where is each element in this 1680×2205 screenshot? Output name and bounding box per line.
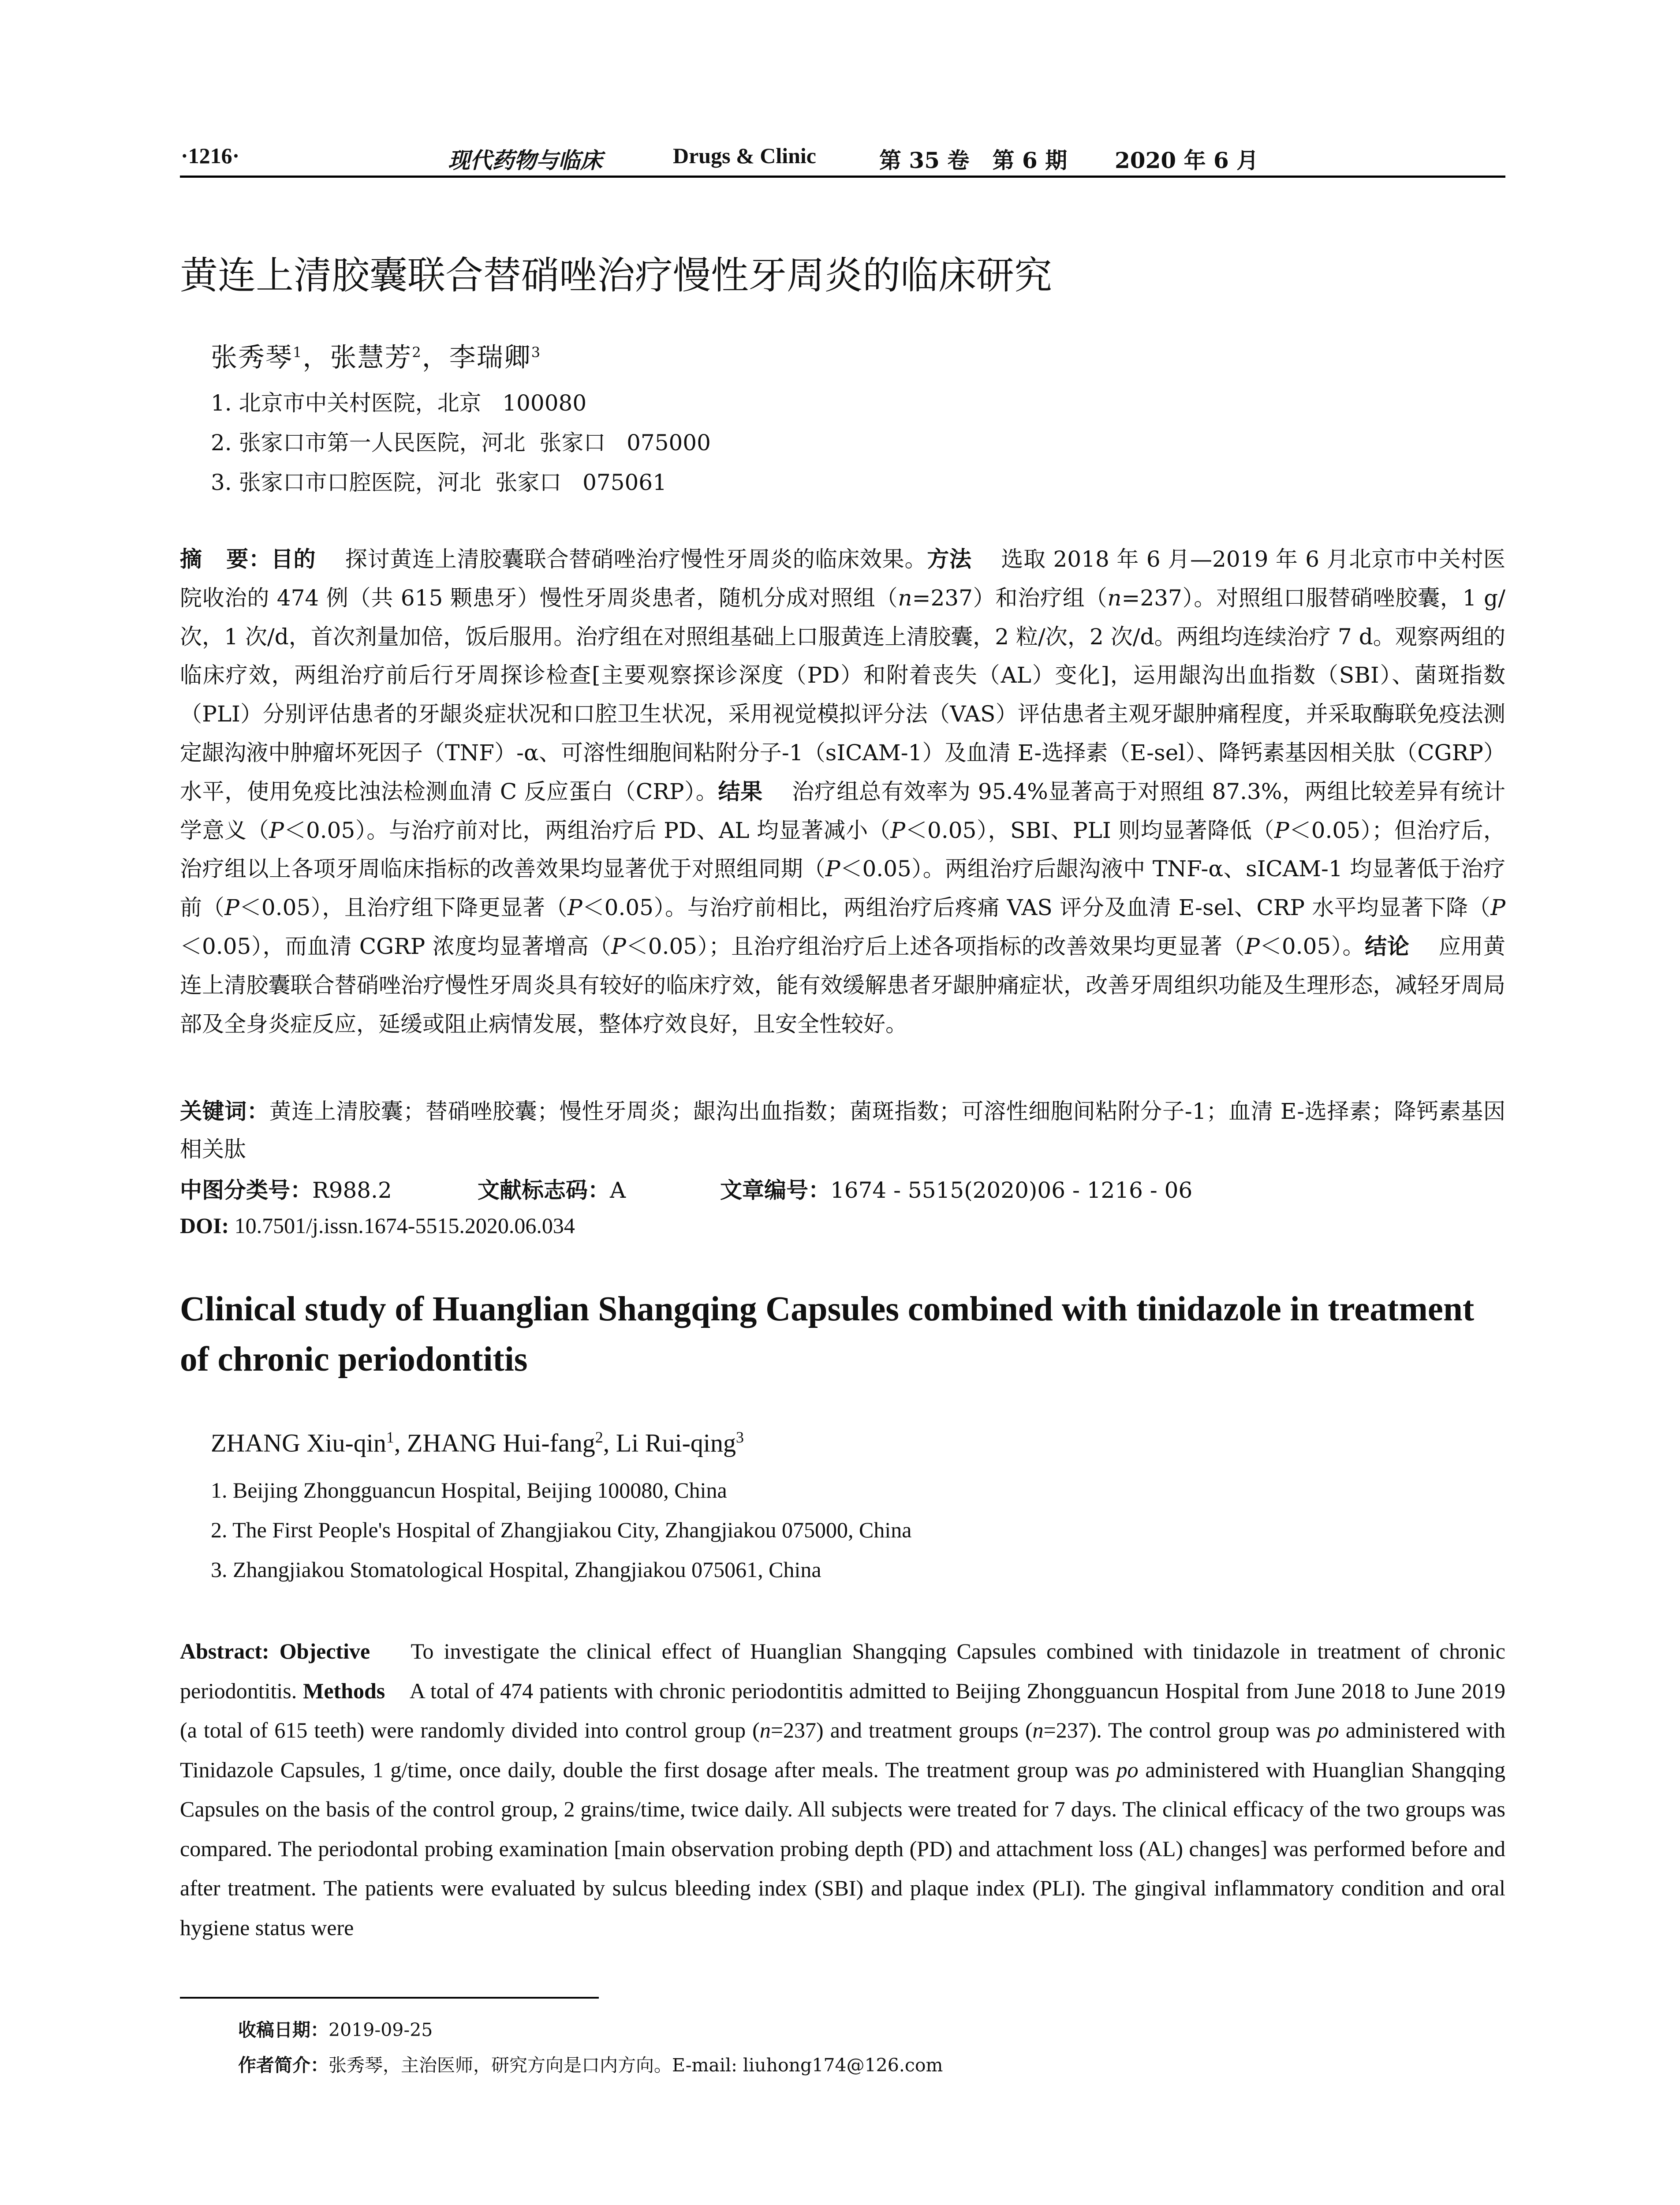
doc-code-value: A bbox=[610, 1177, 626, 1203]
objective-cn: 探讨黄连上清胶囊联合替硝唑治疗慢性牙周炎的临床效果。 bbox=[345, 546, 927, 572]
n-symbol-en: n bbox=[759, 1718, 771, 1742]
footnote-author bbox=[238, 2051, 943, 2077]
author-2-en: ZHANG Hui-fang bbox=[407, 1428, 595, 1458]
received-label: 收稿日期： bbox=[238, 2019, 329, 2041]
results-cn-8: ＜0.05），而血清 CGRP 浓度均显著增高（ bbox=[180, 933, 612, 959]
article-no-value: 1674 - 5515(2020)06 - 1216 - 06 bbox=[830, 1177, 1193, 1203]
results-cn-2: ＜0.05）。与治疗前对比，两组治疗后 PD、AL 均显著减小（ bbox=[284, 817, 891, 843]
footnote-rule bbox=[180, 1997, 599, 1999]
methods-label-cn: 方法 bbox=[927, 546, 972, 572]
n-symbol: n bbox=[1107, 585, 1122, 611]
journal-title-cn: 现代药物与临床 bbox=[448, 147, 602, 173]
doi-row bbox=[180, 1213, 575, 1238]
article-no-label: 文章编号： bbox=[720, 1177, 830, 1203]
p-symbol: P bbox=[224, 895, 239, 921]
results-cn-3: ＜0.05），SBI、PLI 则均显著降低（ bbox=[905, 817, 1275, 843]
objective-label-cn: 目的 bbox=[271, 546, 316, 572]
volume-issue: 第 35 卷 第 6 期 bbox=[879, 147, 1068, 173]
author-1-cn: 张秀琴 bbox=[211, 342, 293, 373]
conclusion-cn: 应用黄连上清胶囊联合替硝唑治疗慢性牙周炎具有较好的临床疗效，能有效缓解患者牙龈肿痛症状，改善牙周组织功能及生理形态，减轻牙周局部及全身炎症反应，延缓或阻止病情发展，整体疗效良好，且安全性较好。 bbox=[180, 933, 1506, 1037]
methods-en-2: =237) and treatment groups ( bbox=[770, 1718, 1033, 1742]
title-cn: 黄连上清胶囊联合替硝唑治疗慢性牙周炎的临床研究 bbox=[180, 254, 1052, 298]
author-3-en: Li Rui-qing bbox=[616, 1428, 736, 1458]
author-bio-label: 作者简介： bbox=[238, 2055, 329, 2076]
methods-label-en: Methods bbox=[303, 1678, 385, 1703]
results-cn-1: 治疗组总有效率为 95.4%显著高于对照组 87.3%，两组比较差异有统计学意义（ bbox=[180, 778, 1506, 843]
methods-en-3: =237). The control group was bbox=[1043, 1718, 1317, 1742]
journal-title-en: Drugs & Clinic bbox=[673, 143, 816, 168]
methods-en-5: administered with Huanglian Shangqing Capsules on the basis of the control group, 2 grains/time, twice daily. All subjects were treated for 7 days. The clinical efficacy of the two groups was compared. The periodontal probing examination [main observation probing depth (PD) and attachment loss (AL) changes] was performed before and after treatment. The patients were evaluated by sulcus bleeding index (SBI) and plaque index (PLI). The gingival inflammatory condition and oral hygiene status were bbox=[180, 1757, 1511, 1940]
p-symbol: P bbox=[890, 817, 906, 843]
author-3-en-sup: 3 bbox=[736, 1428, 744, 1446]
methods-cn-3: =237）。对照组口服替硝唑胶囊，1 g/次，1 次/d，首次剂量加倍，饭后服用。治疗组在对照组基础上口服黄连上清胶囊，2 粒/次，2 次/d。两组均连续治疗 7 d。观察两组的临床疗效，两组治疗前后行牙周探诊检查[主要观察探诊深度（PD）和附着丧失（AL）变化]，运用龈沟出血指数（SBI）、菌斑指数（PLI）分别评估患者的牙龈炎症状况和口腔卫生状况，采用视觉模拟评分法（VAS）评估患者主观牙龈肿痛程度，并采取酶联免疫法测定龈沟液中肿瘤坏死因子（TNF）-α、可溶性细胞间粘附分子-1（sICAM-1）及血清 E-选择素（E-sel）、降钙素基因相关肽（CGRP）水平，使用免疫比浊法检测血清 C 反应蛋白（CRP）。 bbox=[180, 585, 1505, 804]
abstract-cn bbox=[180, 540, 1505, 1043]
affiliation-cn-1: 1. 北京市中关村医院，北京 100080 bbox=[211, 390, 587, 416]
author-2-cn-sup: 2 bbox=[412, 344, 422, 361]
affiliation-cn-2: 2. 张家口市第一人民医院，河北 张家口 075000 bbox=[211, 430, 711, 456]
p-symbol: P bbox=[611, 933, 626, 959]
results-cn-4: ＜0.05）；但治疗后，治疗组以上各项牙周临床指标的改善效果均显著优于对照组同期（ bbox=[180, 817, 1506, 882]
po-symbol: po bbox=[1317, 1718, 1339, 1742]
n-symbol-en: n bbox=[1032, 1718, 1044, 1742]
methods-en-1: A total of 474 patients with chronic periodontitis admitted to Beijing Zhongguancun Hospital from June 2018 to June 2019 (a total of 615 teeth) were randomly divided into control group ( bbox=[180, 1678, 1505, 1742]
author-1-en: ZHANG Xiu-qin bbox=[211, 1428, 386, 1458]
p-symbol: P bbox=[1245, 933, 1260, 959]
results-cn-9: ＜0.05）；且治疗组治疗后上述各项指标的改善效果均更显著（ bbox=[626, 933, 1245, 959]
objective-en: To investigate the clinical effect of Huanglian Shangqing Capsules combined with tinidazole in treatment of chronic periodontitis. bbox=[180, 1639, 1505, 1703]
clc-label: 中图分类号： bbox=[180, 1177, 312, 1203]
title-en: Clinical study of Huanglian Shangqing Capsules combined with tinidazole in treatment of chronic periodontitis bbox=[180, 1290, 1475, 1379]
doi-value: 10.7501/j.issn.1674-5515.2020.06.034 bbox=[234, 1213, 575, 1238]
p-symbol: P bbox=[1274, 817, 1289, 843]
keywords-label-cn: 关键词： bbox=[180, 1099, 269, 1124]
author-1-en-sup: 1 bbox=[386, 1428, 394, 1446]
conclusion-label-cn: 结论 bbox=[1365, 933, 1410, 959]
n-symbol: n bbox=[898, 585, 912, 611]
authors-cn: 张秀琴$^1$，张慧芳$^2$，李瑞卿$^3$ bbox=[211, 342, 541, 373]
p-symbol: P bbox=[825, 856, 840, 882]
abstract-en bbox=[180, 1632, 1511, 1947]
affiliation-en-2: 2. The First People's Hospital of Zhangjiakou City, Zhangjiakou 075000, China bbox=[211, 1517, 912, 1542]
p-symbol: P bbox=[567, 895, 582, 921]
methods-en-4: administered with Tinidazole Capsules, 1 g/time, once daily, double the first dosage after meals. The treatment group was bbox=[180, 1718, 1511, 1782]
results-cn-6: ＜0.05），且治疗组下降更显著（ bbox=[239, 895, 567, 921]
received-date: 2019-09-25 bbox=[329, 2019, 433, 2041]
methods-cn-1: 选取 2018 年 6 月—2019 年 6 月北京市中关村医院收治的 474 例（共 615 颗患牙）慢性牙周炎患者，随机分成对照组（ bbox=[180, 546, 1506, 611]
po-symbol: po bbox=[1116, 1757, 1139, 1782]
results-cn-7: ＜0.05）。与治疗前相比，两组治疗后疼痛 VAS 评分及血清 E-sel、CRP 水平均显著下降（ bbox=[582, 895, 1491, 921]
footnote-received bbox=[238, 2015, 433, 2041]
author-3-cn-sup: 3 bbox=[531, 344, 541, 361]
issue-date: 2020 年 6 月 bbox=[1115, 147, 1259, 173]
results-cn-10: ＜0.05）。 bbox=[1259, 933, 1365, 959]
methods-cn-2: =237）和治疗组（ bbox=[912, 585, 1108, 611]
affiliation-en-1: 1. Beijing Zhongguancun Hospital, Beijing 100080, China bbox=[211, 1478, 727, 1502]
p-symbol: P bbox=[269, 817, 284, 843]
abstract-cn-label: 摘 要： bbox=[180, 546, 271, 572]
classification-row bbox=[180, 1173, 1192, 1204]
results-label-cn: 结果 bbox=[718, 778, 763, 804]
keywords-cn bbox=[180, 1092, 1505, 1168]
doi-label: DOI: bbox=[180, 1213, 229, 1238]
author-2-en-sup: 2 bbox=[595, 1428, 603, 1446]
author-2-cn: 张慧芳 bbox=[330, 342, 412, 373]
page-number: ·1216· bbox=[181, 143, 240, 168]
clc-value: R988.2 bbox=[312, 1177, 392, 1203]
author-3-cn: 李瑞卿 bbox=[449, 342, 531, 373]
author-bio: 张秀琴，主治医师，研究方向是口内方向。E-mail: liuhong174@126.com bbox=[329, 2055, 943, 2076]
p-symbol: P bbox=[1490, 895, 1506, 921]
doc-code-label: 文献标志码： bbox=[478, 1177, 610, 1203]
abstract-en-label: Abstract: Objective bbox=[180, 1639, 370, 1663]
affiliation-en-3: 3. Zhangjiakou Stomatological Hospital, Zhangjiakou 075061, China bbox=[211, 1557, 821, 1582]
author-1-cn-sup: 1 bbox=[293, 344, 303, 361]
affiliation-cn-3: 3. 张家口市口腔医院，河北 张家口 075061 bbox=[211, 470, 667, 495]
keywords-text-cn: 黄连上清胶囊；替硝唑胶囊；慢性牙周炎；龈沟出血指数；菌斑指数；可溶性细胞间粘附分子-1；血清 E-选择素；降钙素基因相关肽 bbox=[180, 1099, 1506, 1162]
header-rule bbox=[180, 176, 1505, 178]
authors-en: ZHANG Xiu-qin$^1$, ZHANG Hui-fang$^2$, Li Rui-qing$^3$ bbox=[211, 1428, 744, 1458]
results-cn-5: ＜0.05）。两组治疗后龈沟液中 TNF-α、sICAM-1 均显著低于治疗前（ bbox=[180, 856, 1505, 921]
running-header bbox=[180, 140, 1505, 176]
